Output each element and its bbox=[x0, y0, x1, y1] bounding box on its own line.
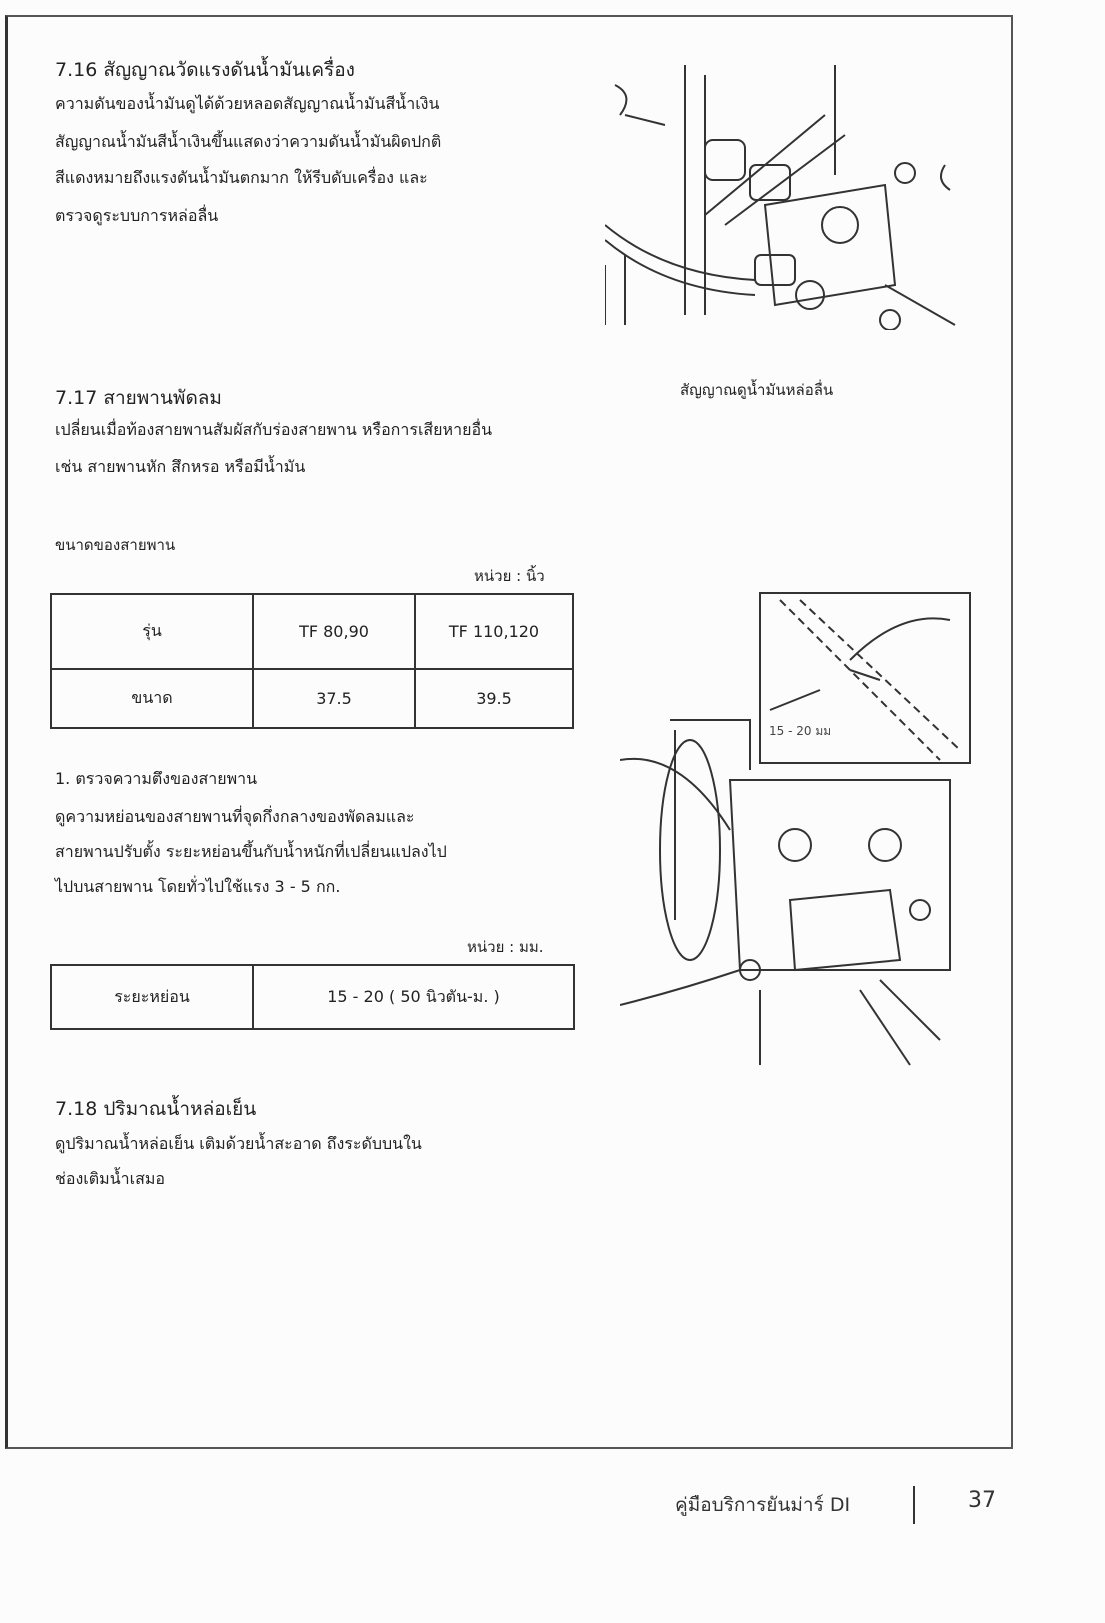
section-716-line: สีแดงหมายถึงแรงดันน้ำมันตกมาก ให้รีบดับเครื่อง และ bbox=[55, 168, 428, 187]
section-716-line: สัญญาณน้ำมันสีน้ำเงินขึ้นแสดงว่าความดันน้ำมันผิดปกติ bbox=[55, 132, 442, 151]
deflection-figure-label: 15 - 20 มม bbox=[769, 724, 832, 738]
belt-size-table bbox=[50, 593, 574, 729]
section-717-line: เปลี่ยนเมื่อท้องสายพานสัมผัสกับร่องสายพาน หรือการเสียหายอื่น bbox=[55, 420, 492, 439]
page-number: 37 bbox=[968, 1488, 996, 1513]
unit-label-mm: หน่วย : มม. bbox=[467, 938, 544, 956]
row-label-size: ขนาด bbox=[51, 669, 253, 728]
row-label-deflection: ระยะหย่อน bbox=[51, 965, 253, 1029]
section-718-line: ดูปริมาณน้ำหล่อเย็น เติมด้วยน้ำสะอาด ถึงระดับบนใน bbox=[55, 1134, 422, 1153]
section-716-title: 7.16 สัญญาณวัดแรงดันน้ำมันเครื่อง bbox=[55, 59, 355, 81]
unit-label-inch: หน่วย : นิ้ว bbox=[474, 567, 545, 585]
size-tf80-90: 37.5 bbox=[253, 669, 415, 728]
size-tf110-120: 39.5 bbox=[415, 669, 573, 728]
header-tf110-120: TF 110,120 bbox=[415, 594, 573, 669]
header-tf80-90: TF 80,90 bbox=[253, 594, 415, 669]
footer-divider bbox=[913, 1486, 915, 1524]
footer-manual-title: คู่มือบริการยันม่าร์ DI bbox=[675, 1494, 851, 1516]
step1-line: ไปบนสายพาน โดยทั่วไปใช้แรง 3 - 5 กก. bbox=[55, 877, 341, 896]
header-model: รุ่น bbox=[51, 594, 253, 669]
section-718-line: ช่องเติมน้ำเสมอ bbox=[55, 1169, 165, 1188]
oil-indicator-caption: สัญญาณดูน้ำมันหล่อลื่น bbox=[680, 381, 834, 399]
fan-belt-illustration bbox=[620, 590, 980, 1075]
oil-pressure-indicator-illustration bbox=[605, 55, 965, 330]
section-717-line: เช่น สายพานหัก สึกหรอ หรือมีน้ำมัน bbox=[55, 457, 306, 476]
section-716-line: ตรวจดูระบบการหล่อลื่น bbox=[55, 206, 219, 225]
belt-deflection-table bbox=[50, 964, 575, 1030]
step1-title: 1. ตรวจความตึงของสายพาน bbox=[55, 769, 258, 788]
section-718-title: 7.18 ปริมาณน้ำหล่อเย็น bbox=[55, 1098, 257, 1120]
step1-line: สายพานปรับตั้ง ระยะหย่อนขึ้นกับน้ำหนักที่เปลี่ยนแปลงไป bbox=[55, 842, 447, 861]
belt-size-label: ขนาดของสายพาน bbox=[55, 536, 176, 554]
step1-line: ดูความหย่อนของสายพานที่จุดกึ่งกลางของพัดลมและ bbox=[55, 807, 415, 826]
deflection-value: 15 - 20 ( 50 นิวตัน-ม. ) bbox=[253, 965, 574, 1029]
section-716-line: ความดันของน้ำมันดูได้ด้วยหลอดสัญญาณน้ำมันสีน้ำเงิน bbox=[55, 94, 440, 113]
section-717-title: 7.17 สายพานพัดลม bbox=[55, 387, 222, 409]
